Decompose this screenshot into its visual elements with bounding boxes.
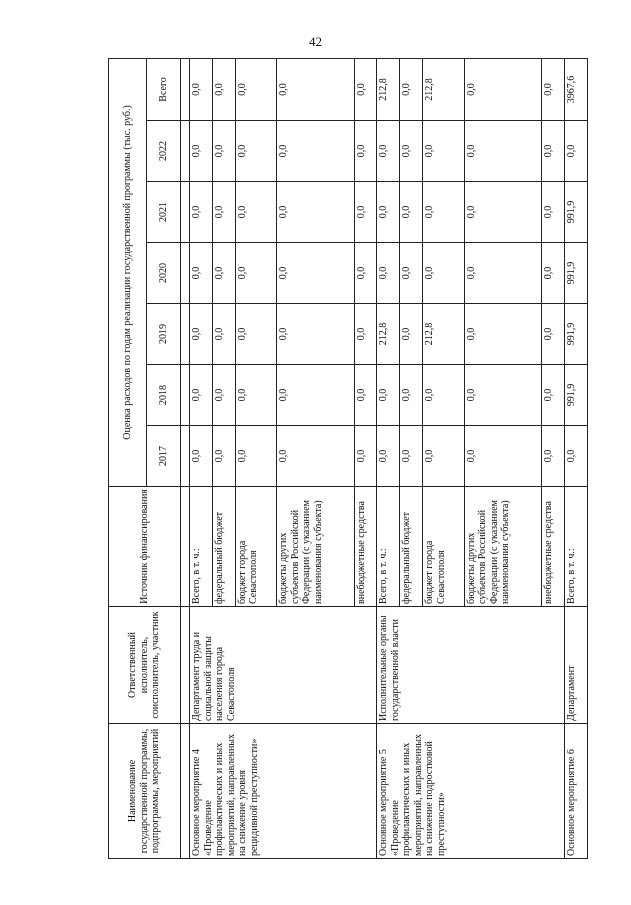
measure-executor: Департамент xyxy=(564,607,587,724)
value-cell: 0,0 xyxy=(235,121,276,182)
value-cell: 0,0 xyxy=(354,121,377,182)
value-cell: 0,0 xyxy=(212,426,235,487)
value-cell: 0,0 xyxy=(423,182,464,243)
table-row xyxy=(564,58,587,858)
funding-source: бюджеты других субъектов Российской Федерации (с указанием наименования субъекта) xyxy=(464,487,542,607)
value-cell: 0,0 xyxy=(542,121,565,182)
measure-executor: Исполнительные органы государственной власти xyxy=(377,607,564,724)
value-cell: 0,0 xyxy=(542,426,565,487)
value-cell: 0,0 xyxy=(235,426,276,487)
value-cell: 0,0 xyxy=(235,365,276,426)
funding-source: Всего, в т. ч.: xyxy=(190,487,213,607)
value-cell: 0,0 xyxy=(464,182,542,243)
measure-name: Основное мероприятие 4 «Проведение профилактических и иных мероприятий, направленных на снижение уровня рецидивной преступности» xyxy=(190,724,377,859)
value-cell: 0,0 xyxy=(212,182,235,243)
value-cell: 0,0 xyxy=(354,365,377,426)
total-cell: 0,0 xyxy=(542,58,565,120)
measure-name: Основное мероприятие 6 xyxy=(564,724,587,859)
value-cell: 991,9 xyxy=(564,243,587,304)
total-cell: 0,0 xyxy=(354,58,377,120)
funding-source: федеральный бюджет xyxy=(400,487,423,607)
value-cell: 0,0 xyxy=(542,182,565,243)
budget-table xyxy=(108,58,588,859)
value-cell: 0,0 xyxy=(400,243,423,304)
value-cell: 0,0 xyxy=(190,121,213,182)
funding-source: внебюджетные средства xyxy=(542,487,565,607)
value-cell: 0,0 xyxy=(423,365,464,426)
rotated-table-container xyxy=(108,59,588,859)
value-cell: 0,0 xyxy=(377,426,400,487)
value-cell: 0,0 xyxy=(277,426,355,487)
measure-name: Основное мероприятие 5 «Проведение профилактических и иных мероприятий, направленных на снижение подростковой преступности» xyxy=(377,724,564,859)
value-cell: 0,0 xyxy=(190,426,213,487)
value-cell: 0,0 xyxy=(212,365,235,426)
page-number: 42 xyxy=(309,34,322,49)
header-year: 2019 xyxy=(147,304,181,365)
value-cell: 0,0 xyxy=(354,304,377,365)
funding-source: внебюджетные средства xyxy=(354,487,377,607)
value-cell: 0,0 xyxy=(423,243,464,304)
value-cell: 0,0 xyxy=(235,243,276,304)
total-cell: 0,0 xyxy=(277,58,355,120)
value-cell: 0,0 xyxy=(190,243,213,304)
value-cell: 0,0 xyxy=(354,182,377,243)
total-cell: 3967,6 xyxy=(564,58,587,120)
value-cell: 212,8 xyxy=(377,304,400,365)
value-cell: 991,9 xyxy=(564,304,587,365)
value-cell: 0,0 xyxy=(542,304,565,365)
value-cell: 0,0 xyxy=(464,426,542,487)
total-cell: 0,0 xyxy=(190,58,213,120)
header-year: 2020 xyxy=(147,243,181,304)
value-cell: 0,0 xyxy=(400,121,423,182)
value-cell: 0,0 xyxy=(464,365,542,426)
header-source: Источник финансирования xyxy=(109,487,181,607)
value-cell: 0,0 xyxy=(464,121,542,182)
total-cell: 0,0 xyxy=(235,58,276,120)
value-cell: 0,0 xyxy=(212,304,235,365)
header-year: 2017 xyxy=(147,426,181,487)
value-cell: 0,0 xyxy=(542,365,565,426)
funding-source: бюджет города Севастополя xyxy=(423,487,464,607)
value-cell: 0,0 xyxy=(377,182,400,243)
table-row xyxy=(190,58,213,858)
value-cell: 0,0 xyxy=(564,426,587,487)
value-cell: 0,0 xyxy=(212,243,235,304)
value-cell: 0,0 xyxy=(235,182,276,243)
value-cell: 0,0 xyxy=(277,121,355,182)
value-cell: 0,0 xyxy=(277,182,355,243)
value-cell: 0,0 xyxy=(400,426,423,487)
header-year: 2021 xyxy=(147,182,181,243)
value-cell: 0,0 xyxy=(190,365,213,426)
value-cell: 0,0 xyxy=(277,365,355,426)
value-cell: 0,0 xyxy=(542,243,565,304)
value-cell: 0,0 xyxy=(464,304,542,365)
value-cell: 991,9 xyxy=(564,365,587,426)
funding-source: Всего, в т. ч.: xyxy=(564,487,587,607)
value-cell: 991,9 xyxy=(564,182,587,243)
funding-source: бюджеты других субъектов Российской Федерации (с указанием наименования субъекта) xyxy=(277,487,355,607)
value-cell: 0,0 xyxy=(277,304,355,365)
total-cell: 212,8 xyxy=(423,58,464,120)
value-cell: 0,0 xyxy=(354,426,377,487)
value-cell: 212,8 xyxy=(423,304,464,365)
value-cell: 0,0 xyxy=(564,121,587,182)
header-name: Наименование государственной программы, подпрограммы, мероприятий xyxy=(109,724,181,859)
funding-source: федеральный бюджет xyxy=(212,487,235,607)
header-executor: Ответственный исполнитель, соисполнитель, участник xyxy=(109,607,181,724)
value-cell: 0,0 xyxy=(190,304,213,365)
total-cell: 0,0 xyxy=(464,58,542,120)
total-cell: 212,8 xyxy=(377,58,400,120)
value-cell: 0,0 xyxy=(400,304,423,365)
header-estimate: Оценка расходов по годам реализации государственной программы (тыс. руб.) xyxy=(109,58,147,486)
value-cell: 0,0 xyxy=(377,243,400,304)
total-cell: 0,0 xyxy=(400,58,423,120)
header-total: Всего xyxy=(147,58,181,120)
value-cell: 0,0 xyxy=(377,121,400,182)
header-year: 2018 xyxy=(147,365,181,426)
value-cell: 0,0 xyxy=(464,243,542,304)
value-cell: 0,0 xyxy=(354,243,377,304)
value-cell: 0,0 xyxy=(212,121,235,182)
value-cell: 0,0 xyxy=(377,365,400,426)
funding-source: Всего, в т. ч.: xyxy=(377,487,400,607)
value-cell: 0,0 xyxy=(423,426,464,487)
value-cell: 0,0 xyxy=(235,304,276,365)
value-cell: 0,0 xyxy=(423,121,464,182)
value-cell: 0,0 xyxy=(190,182,213,243)
header-year: 2022 xyxy=(147,121,181,182)
table-row xyxy=(377,58,400,858)
value-cell: 0,0 xyxy=(277,243,355,304)
value-cell: 0,0 xyxy=(400,365,423,426)
measure-executor: Департамент труда и социальной защиты населения города Севастополя xyxy=(190,607,377,724)
funding-source: бюджет города Севастополя xyxy=(235,487,276,607)
total-cell: 0,0 xyxy=(212,58,235,120)
value-cell: 0,0 xyxy=(400,182,423,243)
